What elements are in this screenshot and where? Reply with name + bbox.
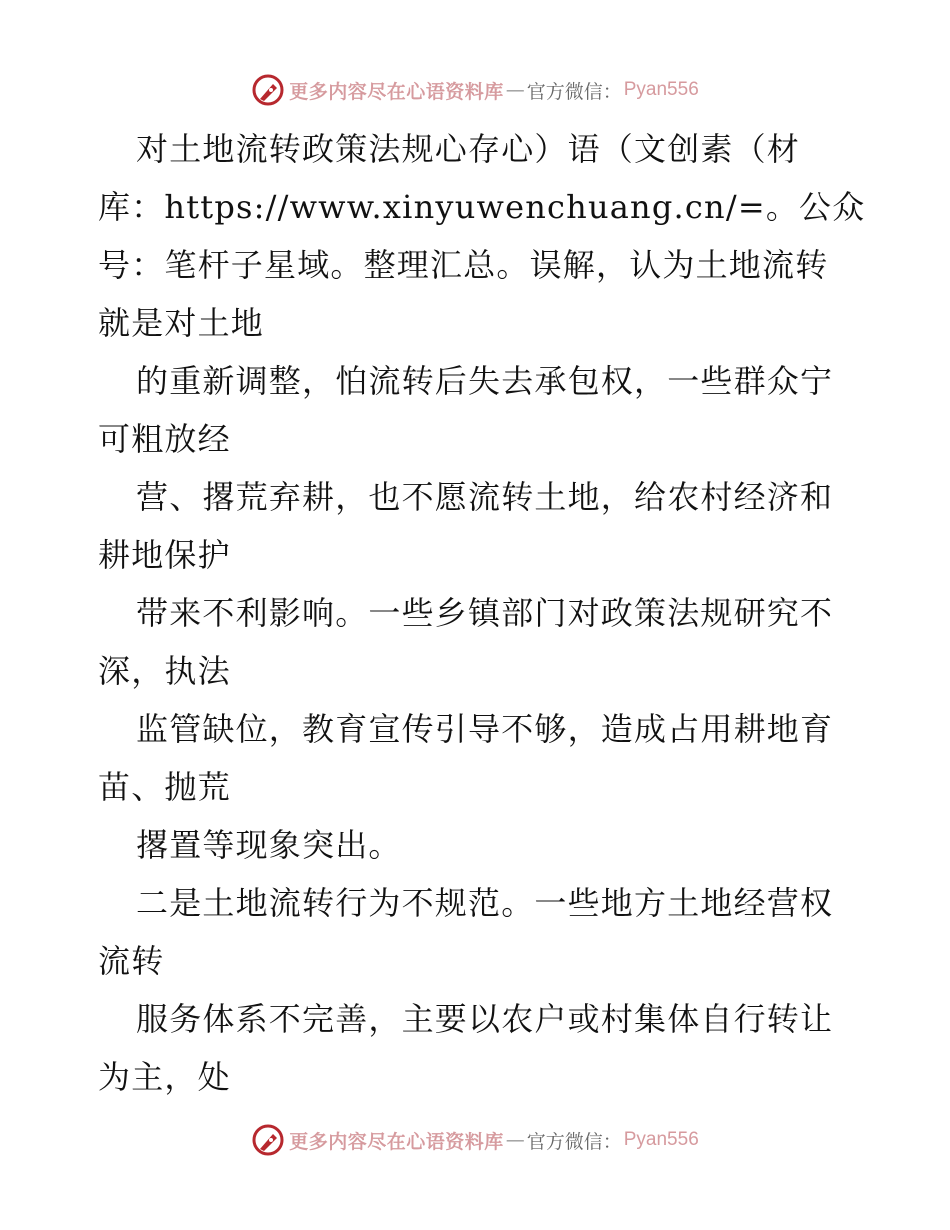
footer-separator: — bbox=[505, 1129, 525, 1151]
text-line: 带来不利影响。一些乡镇部门对政策法规研究不 bbox=[136, 594, 834, 632]
text-line: 撂置等现象突出。 bbox=[136, 826, 402, 864]
header-wechat-label: 官方微信： bbox=[526, 80, 622, 103]
footer-title: 更多内容尽在心语资料库 bbox=[289, 1130, 504, 1153]
pen-nib-icon bbox=[251, 1123, 285, 1157]
text-line: 监管缺位，教育宣传引导不够，造成占用耕地育 bbox=[136, 710, 834, 748]
text-line: 二是土地流转行为不规范。一些地方土地经营权 bbox=[136, 884, 834, 922]
text-line: 苗、抛荒 bbox=[98, 768, 231, 806]
text-line: 服务体系不完善，主要以农户或村集体自行转让 bbox=[136, 1000, 834, 1038]
text-line: 营、撂荒弃耕，也不愿流转土地，给农村经济和 bbox=[136, 478, 834, 516]
text-line: 对土地流转政策法规心存心）语（文创素（材 bbox=[136, 130, 801, 168]
text-line: 库：https://www.xinyuwenchuang.cn/=。公众 bbox=[98, 188, 866, 226]
footer-wechat-label: 官方微信： bbox=[526, 1130, 622, 1153]
text-line: 可粗放经 bbox=[98, 420, 231, 458]
footer-wechat-id: Pyan556 bbox=[623, 1129, 699, 1150]
text-line: 耕地保护 bbox=[98, 536, 231, 574]
document-body bbox=[98, 120, 866, 1106]
text-line: 号：笔杆子星域。整理汇总。误解，认为土地流转 bbox=[98, 246, 829, 284]
header-separator: — bbox=[505, 79, 525, 101]
text-line: 流转 bbox=[98, 942, 165, 980]
header-banner bbox=[0, 70, 950, 110]
header-wechat-id: Pyan556 bbox=[623, 79, 699, 100]
footer-banner bbox=[0, 1120, 950, 1160]
header-title: 更多内容尽在心语资料库 bbox=[289, 80, 504, 103]
text-line: 的重新调整，怕流转后失去承包权，一些群众宁 bbox=[136, 362, 834, 400]
pen-nib-icon bbox=[251, 73, 285, 107]
text-line: 就是对土地 bbox=[98, 304, 265, 342]
text-line: 深，执法 bbox=[98, 652, 231, 690]
text-line: 为主，处 bbox=[98, 1058, 231, 1096]
